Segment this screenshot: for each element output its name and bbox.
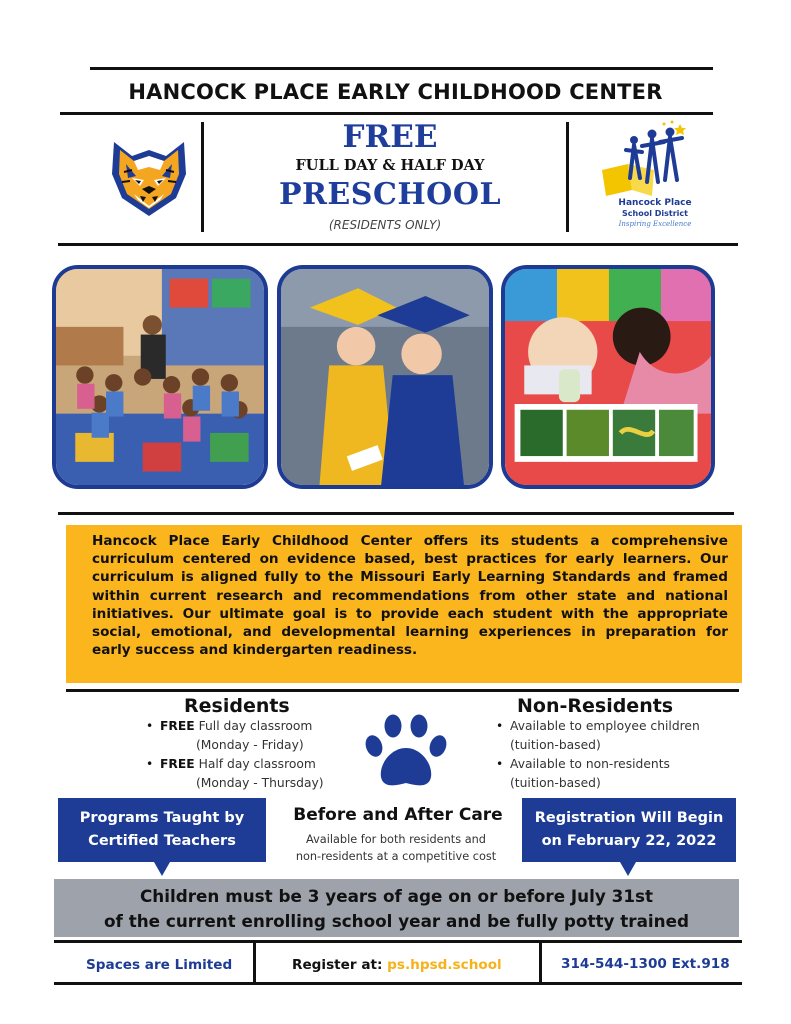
care-line1: Available for both residents and (306, 833, 486, 846)
residents-heading: Residents (184, 695, 290, 717)
footer-divider-right (539, 940, 542, 984)
list-item-sub: (tuition-based) (510, 738, 601, 752)
age-line1: Children must be 3 years of age on or before July 31st (139, 886, 654, 906)
care-heading: Before and After Care (293, 805, 503, 825)
curriculum-bottom-rule (66, 689, 739, 692)
footer-top-rule (54, 940, 742, 943)
district-tagline: Inspiring Excellence (618, 220, 692, 228)
photo-butterfly-learning (501, 265, 715, 489)
tiger-mascot-logo (104, 134, 194, 218)
residents-list (146, 717, 324, 793)
register-line (292, 957, 502, 973)
programs-box-pointer (154, 862, 170, 876)
hero-bottom-rule (58, 243, 738, 246)
title-underline (60, 112, 713, 115)
registration-line1: Registration Will Begin (534, 810, 724, 826)
register-link[interactable]: ps.hpsd.school (387, 957, 502, 973)
district-logo (600, 120, 710, 230)
age-line2: of the current enrolling school year and be fully potty trained (104, 911, 689, 931)
footer-divider-left (253, 940, 256, 984)
register-label: Register at: (292, 957, 388, 973)
registration-line2: on February 22, 2022 (541, 833, 717, 849)
paw-print-icon (365, 714, 447, 790)
curriculum-text: Hancock Place Early Childhood Center offers its students a comprehensive curriculum centered on evidence based, best practices for early learners. Our curriculum is aligned fully to the Missouri Early Learning Standards and framed within current research and recommendations from other state and national initiatives. Our ultimate goal is to provide each student with the appropriate social, emotional, and developmental learning experiences in preparation for early success and kindergarten readiness. (92, 533, 728, 659)
preschool-heading: PRESCHOOL (278, 177, 502, 212)
half-day-label: Half day classroom (194, 757, 316, 771)
free-heading: FREE (342, 119, 438, 155)
age-requirement-text (54, 884, 739, 934)
programs-box (58, 798, 266, 862)
list-item: • Available to employee children (496, 717, 700, 736)
list-item (146, 717, 324, 736)
list-item (146, 755, 324, 774)
photos-bottom-rule (58, 512, 734, 515)
registration-box (522, 798, 736, 862)
free-label: FREE (160, 719, 195, 733)
programs-line1: Programs Taught by (79, 810, 245, 826)
hero-divider-right (566, 122, 569, 232)
photo-graduates (277, 265, 493, 489)
residents-only-note: (RESIDENTS ONLY) (328, 218, 442, 232)
spaces-limited: Spaces are Limited (86, 957, 233, 973)
photo-classroom (52, 265, 268, 489)
programs-line2: Certified Teachers (88, 833, 236, 849)
district-name-line2: School District (622, 209, 688, 218)
footer-bottom-rule (54, 982, 742, 985)
district-name-line1: Hancock Place (618, 198, 692, 208)
full-day-label: Full day classroom (194, 719, 313, 733)
hero-divider-left (201, 122, 204, 232)
phone-number[interactable]: 314-544-1300 Ext.918 (561, 956, 730, 972)
district-figures-icon (600, 120, 710, 200)
list-item-sub: (Monday - Thursday) (196, 776, 324, 790)
care-text (283, 831, 509, 865)
list-item: • Available to non-residents (496, 755, 700, 774)
day-line: FULL DAY & HALF DAY (295, 157, 485, 174)
free-label: FREE (160, 757, 195, 771)
top-rule (90, 67, 713, 70)
care-line2: non-residents at a competitive cost (295, 850, 497, 863)
page-title: HANCOCK PLACE EARLY CHILDHOOD CENTER (128, 80, 663, 104)
list-item-sub: (tuition-based) (510, 776, 601, 790)
list-item-sub: (Monday - Friday) (196, 738, 304, 752)
registration-box-pointer (620, 862, 636, 876)
non-residents-heading: Non-Residents (517, 695, 674, 717)
non-residents-list (496, 717, 700, 793)
